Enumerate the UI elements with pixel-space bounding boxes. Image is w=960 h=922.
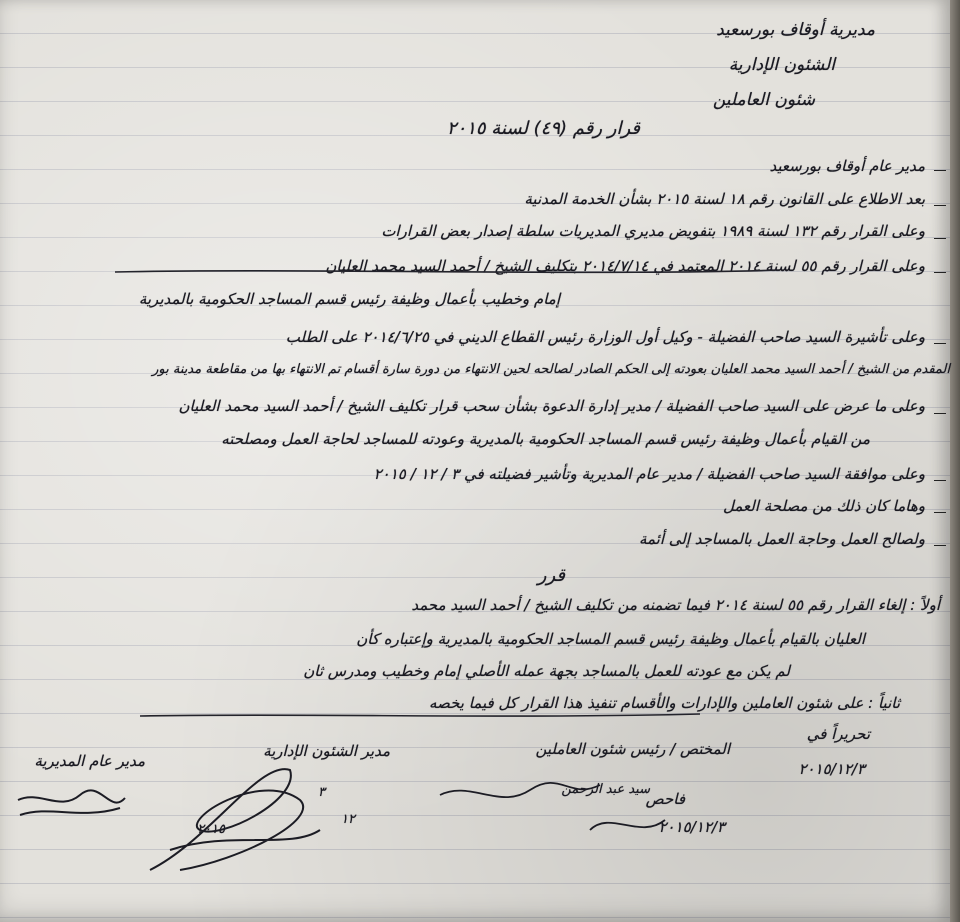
preamble-line: وعلى القرار رقم ١٣٢ لسنة ١٩٨٩ بتفويض مديري المديريات سلطة إصدار بعض القرارات [381,222,925,240]
header-dept: الشئون الإدارية [728,55,835,75]
decides-label: قرر [537,565,565,586]
signature-examiner-label: فاحص [645,790,685,808]
header-section: شئون العاملين [712,90,815,110]
signature-mark: ٢٠١٥ [197,822,225,837]
signature-reviewer-name: سيد عبد الرحمن [561,782,650,797]
strike-line [115,270,780,272]
decision-title: قرار رقم (٤٩) لسنة ٢٠١٥ [446,118,640,139]
signature-reviewer-label: المختص / رئيس شئون العاملين [535,740,730,758]
signature-mark: ١٢ [341,812,355,827]
preamble-line: وعلى ما عرض على السيد صاحب الفضيلة / مدير إدارة الدعوة بشأن سحب قرار تكليف الشيخ / أحمد السيد محمد العليان [178,397,925,415]
issued-date: ٢٠١٥/١٢/٣ [798,760,865,778]
preamble-line: وعلى القرار رقم ٥٥ لسنة ٢٠١٤ المعتمد في ٢٠١٤/٧/١٤ بتكليف الشيخ / أحمد السيد محمد العليان [325,257,925,275]
article-first: أولاً : إلغاء القرار رقم ٥٥ لسنة ٢٠١٤ فيما تضمنه من تكليف الشيخ / أحمد السيد محمد [411,596,940,614]
reviewer-signature [440,783,600,797]
examiner-signature [590,820,665,830]
signature-admin-director-label: مدير الشئون الإدارية [263,742,390,760]
article-first-cont: لم يكن مع عودته للعمل بالمساجد بجهة عمله الأصلي إمام وخطيب ومدرس ثان [303,662,790,680]
preamble-line: وهاما كان ذلك من مصلحة العمل [723,497,925,515]
preamble-line: المقدم من الشيخ / أحمد السيد محمد العليان بعودته إلى الحكم الصادر لصالحه لحين الانتهاء من دورة سارة أقسام تم الانتهاء بها من مقاطعة مدينة بور [152,362,950,377]
issued-label: تحريراً في [806,725,870,743]
preamble-line: وعلى موافقة السيد صاحب الفضيلة / مدير عام المديرية وتأشير فضيلته في ٣ / ١٢ / ٢٠١٥ [373,465,925,483]
admin-director-signature [150,769,320,870]
strike-line [140,714,700,716]
director-signature [18,790,125,815]
preamble-line: وعلى تأشيرة السيد صاحب الفضيلة - وكيل أول الوزارة رئيس القطاع الديني في ٢٠١٤/٦/٢٥ على الطلب [285,328,925,346]
signature-examiner-date: ٢٠١٥/١٢/٣ [658,818,725,836]
preamble-line: من القيام بأعمال وظيفة رئيس قسم المساجد الحكومية بالمديرية وعودته للمساجد لحاجة العمل ومصلحته [221,430,870,448]
preamble-line: إمام وخطيب بأعمال وظيفة رئيس قسم المساجد الحكومية بالمديرية [138,290,560,308]
article-second: ثانياً : على شئون العاملين والإدارات والأقسام تنفيذ هذا القرار كل فيما يخصه [429,694,900,712]
article-first-cont: العليان بالقيام بأعمال وظيفة رئيس قسم المساجد الحكومية بالمديرية وإعتباره كأن [356,630,865,648]
header-org: مديرية أوقاف بورسعيد [716,20,875,40]
preamble-line: بعد الاطلاع على القانون رقم ١٨ لسنة ٢٠١٥ بشأن الخدمة المدنية [524,190,925,208]
preamble-line: ولصالح العمل وحاجة العمل بالمساجد إلى أئمة [638,530,925,548]
signature-mark: ٣ [318,785,325,800]
paper-edge [950,0,960,922]
preamble-line: مدير عام أوقاف بورسعيد [769,157,925,175]
signature-director-label: مدير عام المديرية [34,752,145,770]
